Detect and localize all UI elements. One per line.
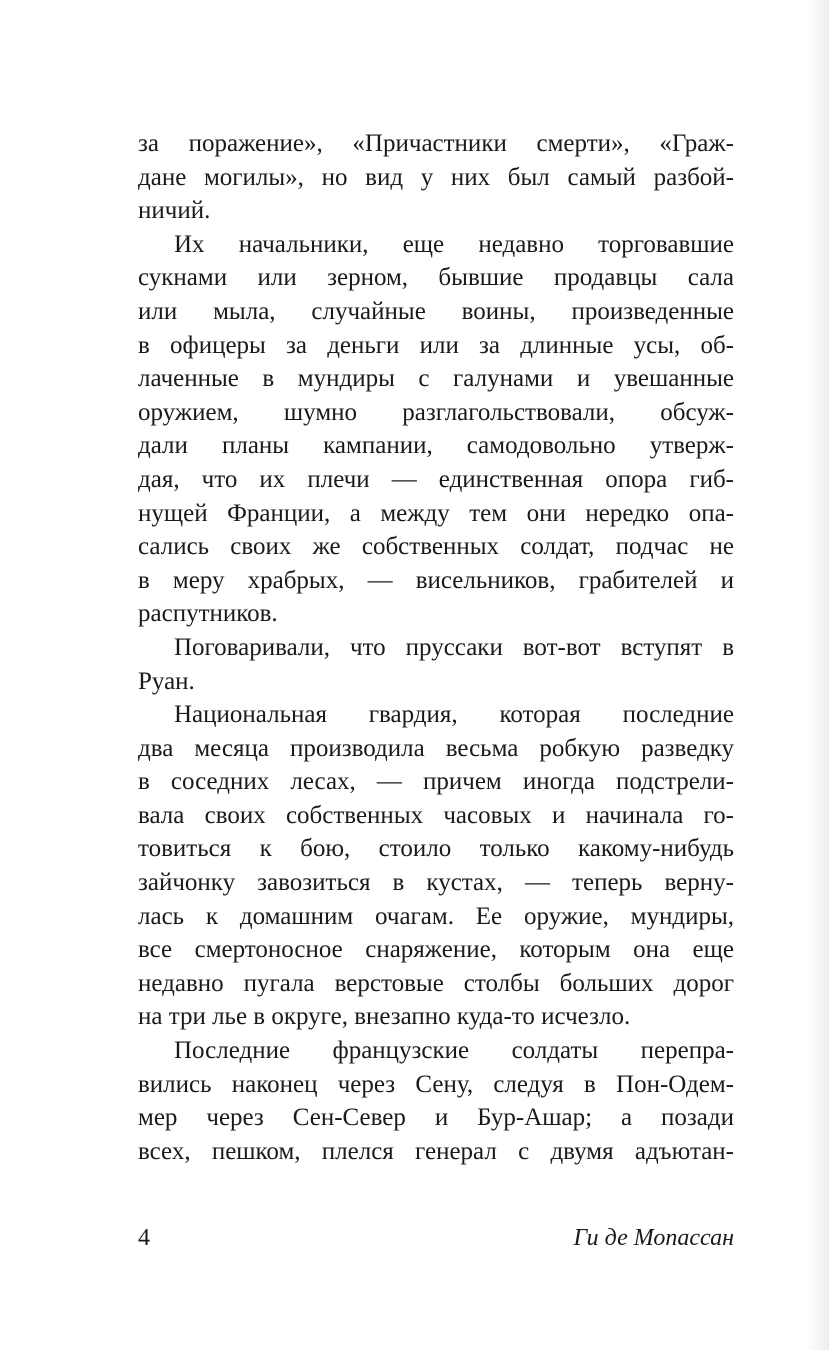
text-line: оружием, шумно разглагольствовали, обсуж-	[138, 398, 734, 426]
text-line: распутников.	[138, 600, 278, 628]
text-line: или мыла, случайные воины, произведенные	[138, 297, 734, 325]
text-line: дали планы кампании, самодовольно утверж-	[138, 432, 734, 460]
text-line: в меру храбрых, — висельников, грабителей и	[138, 566, 734, 594]
text-line: дане могилы», но вид у них был самый разбой-	[138, 163, 734, 191]
text-line: всех, пешком, плелся генерал с двумя адъютан-	[138, 1137, 734, 1165]
paragraph	[138, 228, 734, 631]
text-line: сукнами или зерном, бывшие продавцы сала	[138, 264, 734, 292]
text-line: мер через Сен-Север и Бур-Ашар; а позади	[138, 1104, 734, 1132]
text-line: Поговаривали, что пруссаки вот-вот вступят в	[174, 633, 734, 661]
text-line: дая, что их плечи — единственная опора гиб-	[138, 465, 734, 493]
text-line: в офицеры за деньги или за длинные усы, об-	[138, 331, 734, 359]
text-line: лась к домашним очагам. Ее оружие, мундиры,	[138, 902, 734, 930]
text-line: ничий.	[138, 197, 211, 225]
paragraph	[138, 127, 734, 228]
running-footer-author: Ги де Мопассан	[573, 1225, 734, 1251]
text-line: сались своих же собственных солдат, подчас не	[138, 533, 734, 561]
text-line: товиться к бою, стоило только какому-нибудь	[138, 835, 734, 863]
text-line: вились наконец через Сену, следуя в Пон-Одем-	[138, 1070, 734, 1098]
text-line: Последние французские солдаты перепра-	[174, 1037, 734, 1065]
text-line: нущей Франции, а между тем они нередко опа-	[138, 499, 734, 527]
text-line: недавно пугала верстовые столбы больших дорог	[138, 969, 734, 997]
text-line: Их начальники, еще недавно торговавшие	[174, 230, 734, 258]
paragraph	[138, 698, 734, 1034]
text-line: все смертоносное снаряжение, которым она еще	[138, 936, 734, 964]
text-line: Руан.	[138, 667, 195, 695]
text-line: на три лье в округе, внезапно куда-то исчезло.	[138, 1003, 631, 1031]
text-line: два месяца производила весьма робкую разведку	[138, 734, 734, 762]
body-text	[138, 127, 734, 1168]
page-edge-shadow	[805, 0, 829, 1350]
page-number: 4	[138, 1225, 150, 1251]
text-line: Национальная гвардия, которая последние	[174, 701, 734, 729]
text-line: зайчонку завозиться в кустах, — теперь верну-	[138, 869, 734, 897]
text-line: за поражение», «Причастники смерти», «Граж-	[138, 130, 734, 157]
text-line: в соседних лесах, — причем иногда подстрели-	[138, 768, 734, 796]
text-line: лаченные в мундиры с галунами и увешанные	[138, 365, 734, 393]
page-footer	[138, 1221, 734, 1255]
paragraph	[138, 1034, 734, 1168]
text-line: вала своих собственных часовых и начинала го-	[138, 801, 734, 829]
paragraph	[138, 631, 734, 698]
